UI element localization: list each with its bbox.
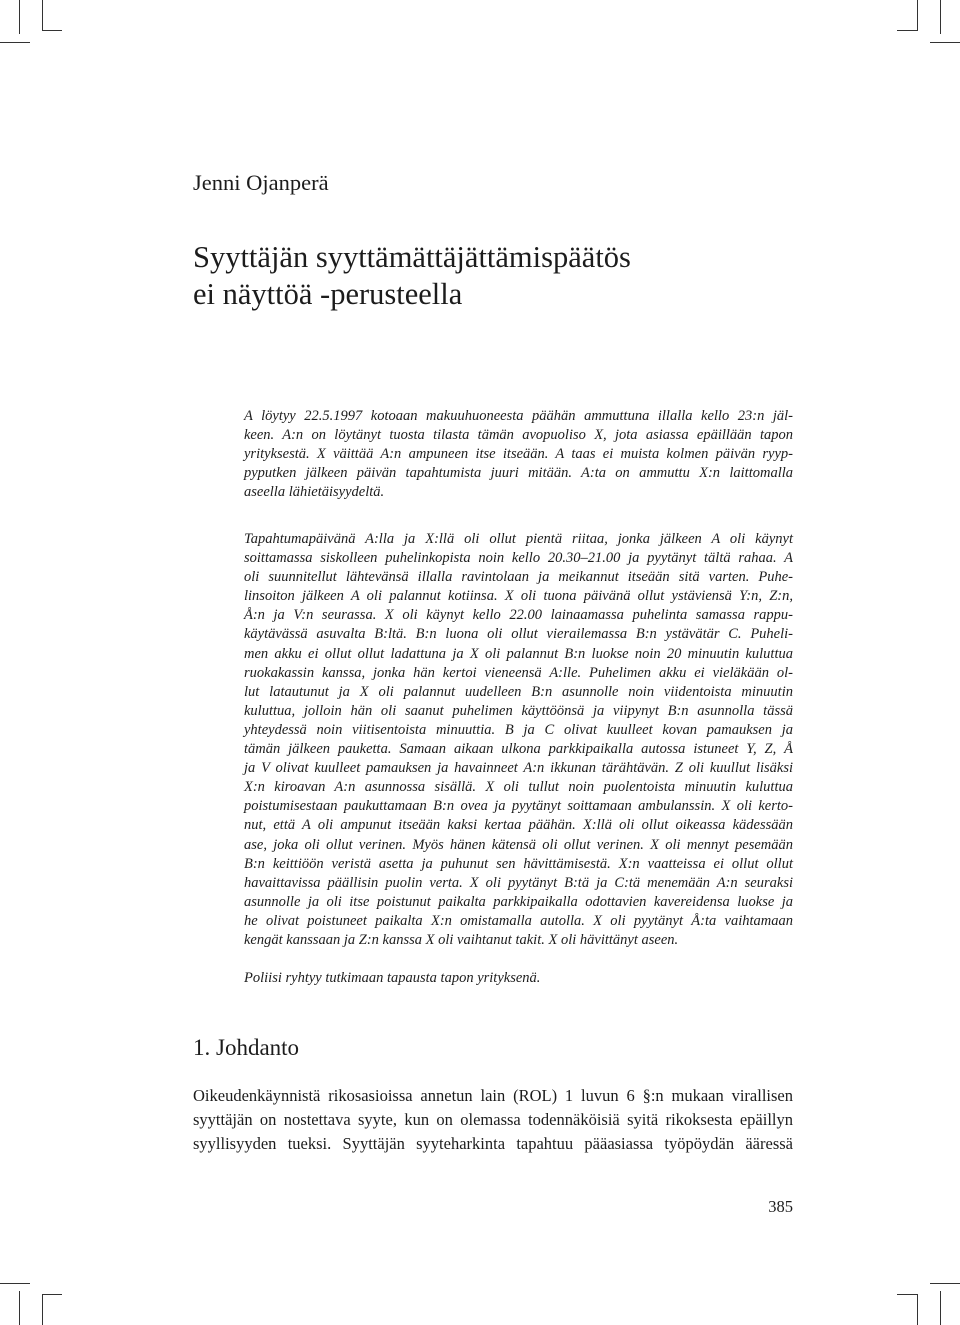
text-line: Tapahtumapäivänä A:lla ja X:llä oli ollut pientä riitaa, jonka jälkeen A oli käynyt: [244, 531, 793, 547]
body-paragraph: [193, 1084, 793, 1156]
section-heading: 1. Johdanto: [193, 1035, 300, 1060]
crop-mark: [940, 0, 941, 34]
crop-mark: [19, 1291, 20, 1325]
text-line: ruokakassin kanssa, jonka hän kertoi vieneensä A:lle. Puhelimen akku ei vieläkään ol-: [244, 664, 793, 681]
crop-mark: [0, 42, 30, 43]
text-line: kengät kanssaan ja Z:n kanssa X oli vaihtanut takit. X oli hävittänyt aseen.: [244, 931, 679, 948]
crop-mark: [0, 1283, 30, 1284]
crop-mark: [917, 1294, 918, 1325]
text-line: ase, joka oli ollut verinen. Myös hänen kätensä oli ollut verinen. X oli mennyt pesemään: [244, 836, 793, 853]
author-name: Jenni Ojanperä: [193, 170, 329, 195]
case-paragraph: [244, 530, 793, 950]
text-line: asunnolle ja oli itse poistunut paikalta parkkipaikalla odottavien kavereidensa luokse ja: [244, 893, 793, 910]
text-line: yhteydessä noin viitisentoista minuuttia. B ja C olivat kuulleet kovan pamauksen ja: [244, 721, 793, 738]
crop-mark: [930, 42, 960, 43]
text-line: B:n keittiöön veristä asetta ja puhunut sen hävittämisestä. X:n vaatteissa ei ollut ollut: [244, 855, 793, 872]
text-line: oli suunnitellut lähtevänsä illalla ravintolaan ja meikannut itseään sitä varten. Puhe-: [244, 569, 793, 586]
crop-mark: [19, 0, 20, 34]
text-line: kuluttua, jolloin hän oli saanut puhelimen käyttöönsä ja viipynyt B:n asunnolla tässä: [244, 702, 793, 719]
text-line: yrityksestä. X väittää A:n ampuneen itse itseään. A taas ei muista kolmen päivän ryyp-: [244, 446, 793, 463]
text-line: tämän jälkeen pauketta. Samaan aikaan ulkona parkkipaikalla autossa istuneet Y, Z, Å: [244, 741, 793, 758]
crop-mark: [917, 0, 918, 31]
text-line: linsoiton jälkeen A oli palannut kotiinsa. X oli tuona päivänä ollut ystäviensä Y:n, Z:n,: [244, 588, 793, 605]
article-title: [193, 239, 631, 313]
text-line: poistumisestaan paukuttamaan B:n ovea ja pyytänyt soittamaan ambulanssin. X oli kerto-: [244, 798, 793, 815]
case-paragraph: [244, 969, 793, 988]
text-line: syyttäjän on nostettava syyte, kun on olemassa todennäköisiä syitä rikoksesta epäillyn: [193, 1110, 793, 1129]
title-line: ei näyttöä -perusteella: [193, 277, 463, 311]
text-line: nut, että A oli ampunut itseään kaksi kertaa päähän. X:llä oli ollut oikeassa kädessään: [244, 817, 793, 834]
text-line: Oikeudenkäynnistä rikosasioissa annetun lain (ROL) 1 luvun 6 §:n mukaan virallisen: [193, 1086, 793, 1105]
case-paragraph: [244, 407, 793, 502]
crop-mark: [42, 1294, 43, 1325]
text-line: syyllisyyden tueksi. Syyttäjän syyteharkinta tapahtuu pääasiassa työpöydän ääressä: [193, 1134, 793, 1153]
text-line: Å:n ja V:n seurassa. X oli käynyt kello 22.00 lainaamassa puhelinta samassa rappu-: [244, 607, 793, 624]
crop-mark: [930, 1283, 960, 1284]
text-line: X:n kiroavan A:n asunnossa sisällä. X oli tullut noin puolentoista minuutin kuluttua: [244, 779, 793, 796]
crop-mark: [940, 1291, 941, 1325]
page-number: 385: [768, 1197, 793, 1216]
text-line: men akku ei ollut ollut ladattuna ja X oli palannut B:n luokse noin 20 minuutin kuluttua: [244, 645, 793, 662]
crop-mark: [897, 30, 917, 31]
text-line: aseella lähietäisyydeltä.: [244, 484, 385, 501]
text-line: he olivat poistuneet paikalta X:n omistamalla autolla. X oli pyytänyt Å:ta vaihtamaan: [244, 912, 793, 929]
text-line: soittamassa siskolleen puhelinkopista noin kello 20.30–21.00 ja pyytänyt tältä rahaa. A: [244, 550, 793, 567]
text-line: Poliisi ryhtyy tutkimaan tapausta tapon yrityksenä.: [244, 970, 541, 986]
crop-mark: [897, 1294, 917, 1295]
crop-mark: [42, 30, 62, 31]
text-line: A löytyy 22.5.1997 kotoaan makuuhuoneesta päähän ammuttuna illalla kello 23:n jäl-: [244, 408, 793, 424]
text-line: käytävässä asuvalta B:ltä. B:n luona oli ollut vierailemassa B:n ystävätär C. Puheli-: [244, 626, 793, 643]
text-line: pyputken jälkeen päivän tapahtumista juuri mitään. A:ta on ammuttu X:n laittomalla: [244, 465, 793, 482]
crop-mark: [42, 1294, 62, 1295]
text-line: havaittavissa päällisin puolin verta. X oli pyytänyt B:tä ja C:tä menemään A:n seuraksi: [244, 874, 793, 891]
text-line: ja V olivat kuulleet pamauksen ja havainneet A:n ikkunan tärähtävän. Z oli kuullut lisäksi: [244, 760, 793, 777]
title-line: Syyttäjän syyttämättäjättämispäätös: [193, 240, 631, 274]
text-line: keen. A:n on löytänyt tuosta tilasta tämän avopuoliso X, jota asiassa epäillään tapon: [244, 427, 793, 444]
crop-mark: [42, 0, 43, 31]
text-line: lut latautunut ja X oli palannut uudelleen B:n asunnolle noin viidentoista minuutin: [244, 683, 793, 700]
